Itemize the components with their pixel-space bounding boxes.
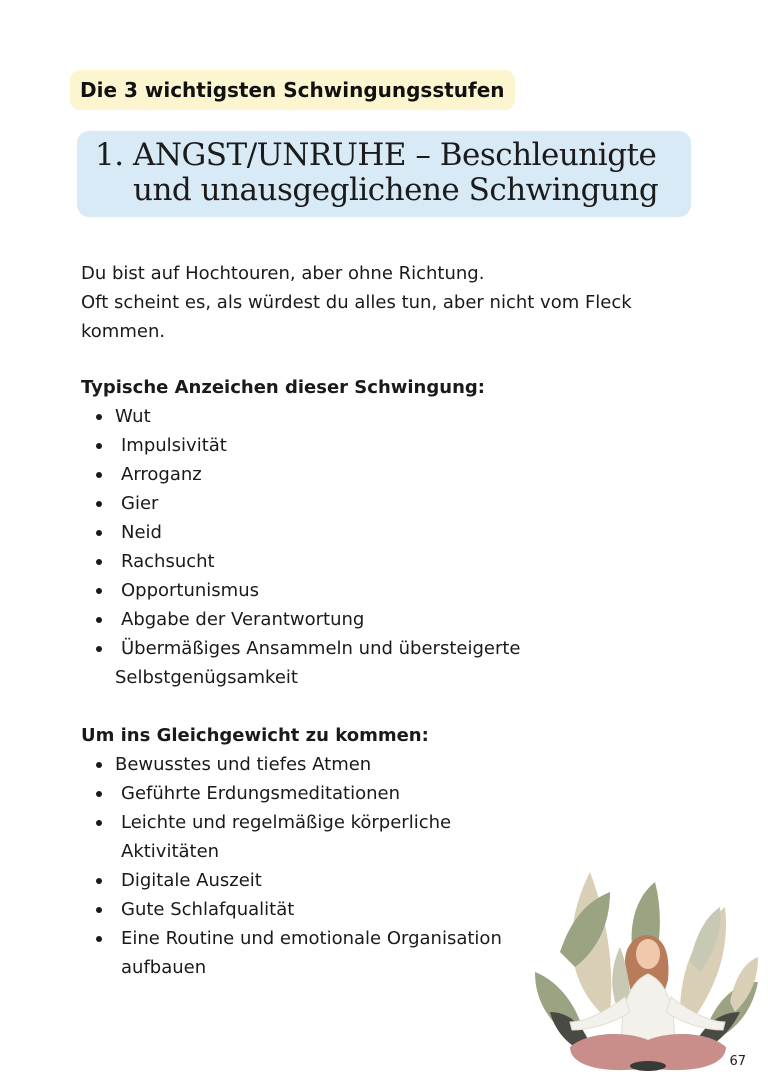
intro-line: Du bist auf Hochtouren, aber ohne Richtung. <box>81 263 485 284</box>
intro-paragraph <box>81 259 721 346</box>
list-item: Leichte und regelmäßige körperliche Aktivitäten <box>81 808 551 866</box>
headline-line-1: ANGST/UNRUHE – Beschleunigte <box>133 137 657 173</box>
balance-heading: Um ins Gleichgewicht zu kommen: <box>81 725 429 746</box>
page-number: 67 <box>729 1054 746 1069</box>
list-item: Gier <box>81 489 551 518</box>
list-item-line: Eine Routine und emotionale Organisation <box>121 928 502 949</box>
list-item <box>81 924 551 982</box>
list-item: Opportunismus <box>81 576 551 605</box>
intro-line: kommen. <box>81 321 166 342</box>
list-item-line: Übermäßiges Ansammeln und übersteigerte <box>121 638 521 659</box>
signs-list <box>81 402 551 692</box>
meditation-illustration <box>530 862 760 1074</box>
list-item: Neid <box>81 518 551 547</box>
intro-line: Oft scheint es, als würdest du alles tun, aber nicht vom Fleck <box>81 292 632 313</box>
list-item: Arroganz <box>81 460 551 489</box>
list-item <box>81 634 551 692</box>
list-item: Impulsivität <box>81 431 551 460</box>
headline-line-2: und unausgeglichene Schwingung <box>133 172 659 208</box>
list-item: Wut <box>81 402 551 431</box>
list-item: Rachsucht <box>81 547 551 576</box>
list-item: Geführte Erdungsmeditationen <box>81 779 551 808</box>
page-title <box>95 138 685 208</box>
list-item-line: aufbauen <box>121 957 207 978</box>
list-item: Abgabe der Verantwortung <box>81 605 551 634</box>
list-item: Digitale Auszeit <box>81 866 551 895</box>
headline-number: 1. <box>95 137 124 173</box>
balance-list <box>81 750 551 982</box>
section-tag: Die 3 wichtigsten Schwingungsstufen <box>70 70 515 110</box>
signs-heading: Typische Anzeichen dieser Schwingung: <box>81 377 485 398</box>
list-item: Bewusstes und tiefes Atmen <box>81 750 551 779</box>
list-item-line: Selbstgenügsamkeit <box>115 667 298 688</box>
list-item: Gute Schlafqualität <box>81 895 551 924</box>
